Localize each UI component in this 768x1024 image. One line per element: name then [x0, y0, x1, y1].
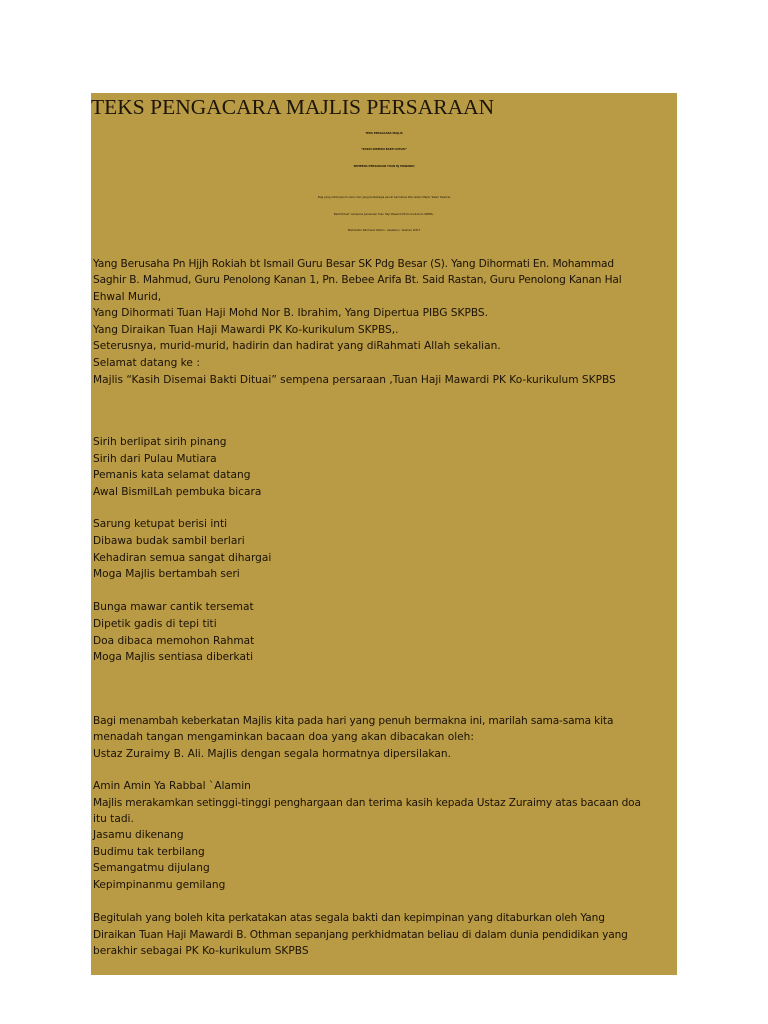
pantun-line: Dibawa budak sambil berlari [93, 535, 245, 547]
heading-line: “KASIH DISEMAI BAKTI DITUAI” [360, 148, 408, 151]
amin-line: Amin Amin Ya Rabbal `Alamin [93, 780, 251, 792]
greeting-line: Yang Diraikan Tuan Haji Mawardi PK Ko-kurikulum SKPBS,. [93, 324, 399, 336]
intro-line: Bakti Dituai” sempena persaraan Tuan Haji Mawardi PK Ko-kurikulum SKPBS,. [333, 213, 435, 216]
amin-line: Jasamu dikenang [93, 829, 184, 841]
document-title: TEKS PENGACARA MAJLIS PERSARAAN [91, 95, 495, 119]
pantun-line: Dipetik gadis di tepi titi [93, 618, 217, 630]
pantun-line: Sirih dari Pulau Mutiara [93, 453, 217, 465]
amin-line: Budimu tak terbilang [93, 846, 205, 858]
document-page [91, 93, 677, 975]
closing-line: Diraikan Tuan Haji Mawardi B. Othman sepanjang perkhidmatan beliau di dalam dunia pendidikan yang [93, 929, 628, 941]
amin-line: itu tadi. [93, 813, 134, 825]
greeting-line: Majlis “Kasih Disemai Bakti Dituai” sempena persaraan ,Tuan Haji Mawardi PK Ko-kurikulum SKPBS [93, 374, 616, 386]
pantun-line: Doa dibaca memohon Rahmat [93, 635, 255, 647]
closing-line: Begitulah yang boleh kita perkatakan atas segala bakti dan kepimpinan yang ditaburkan oleh Yang [93, 912, 605, 924]
closing-line: berakhir sebagai PK Ko-kurikulum SKPBS [93, 945, 309, 957]
amin-line: Kepimpinanmu gemilang [93, 879, 226, 891]
pantun-line: Sirih berlipat sirih pinang [93, 436, 227, 448]
greeting-line: Saghir B. Mahmud, Guru Penolong Kanan 1, Pn. Bebee Arifa Bt. Said Rastan, Guru Penolong Kanan Hal [93, 274, 622, 286]
heading-line: TEKS PENGACARA MAJLIS [365, 132, 403, 135]
amin-line: Semangatmu dijulang [93, 862, 210, 874]
pantun-line: Moga Majlis bertambah seri [93, 568, 240, 580]
pantun-line: Awal BismilLah pembuka bicara [93, 486, 262, 498]
heading-line: SEMPENA PERSARAAN TUAN HJ MAWARDI [353, 165, 415, 168]
greeting-line: Seterusnya, murid-murid, hadirin dan hadirat yang diRahmati Allah sekalian. [93, 340, 501, 352]
pantun-line: Pemanis kata selamat datang [93, 469, 251, 481]
pantun-line: Moga Majlis sentiasa diberkati [93, 651, 254, 663]
doa-line: Bagi menambah keberkatan Majlis kita pada hari yang penuh bermakna ini, marilah sama-sama kita [93, 715, 614, 727]
intro-line: BismilLahir Rahmanir Rahim . Assalamu `Alaikum W.B.T [347, 229, 421, 232]
pantun-line: Bunga mawar cantik tersemat [93, 601, 254, 613]
pantun-line: Kehadiran semua sangat dihargai [93, 552, 272, 564]
greeting-line: Ehwal Murid, [93, 291, 162, 303]
doa-line: Ustaz Zuraimy B. Ali. Majlis dengan segala hormatnya dipersilakan. [93, 748, 451, 760]
intro-line: Pagi yang indah penuh ceria. hari yang berbahagia penuh bermakna kita raikan Majlis “Kasih Disemai [317, 196, 451, 199]
doa-line: menadah tangan mengaminkan bacaan doa yang akan dibacakan oleh: [93, 731, 474, 743]
amin-line: Majlis merakamkan setinggi-tinggi penghargaan dan terima kasih kepada Ustaz Zuraimy atas bacaan doa [93, 797, 641, 809]
pantun-line: Sarung ketupat berisi inti [93, 518, 228, 530]
greeting-line: Selamat datang ke : [93, 357, 200, 369]
greeting-line: Yang Berusaha Pn Hjjh Rokiah bt Ismail Guru Besar SK Pdg Besar (S). Yang Dihormati En. Mohammad [93, 258, 614, 270]
greeting-line: Yang Dihormati Tuan Haji Mohd Nor B. Ibrahim, Yang Dipertua PIBG SKPBS. [93, 307, 489, 319]
